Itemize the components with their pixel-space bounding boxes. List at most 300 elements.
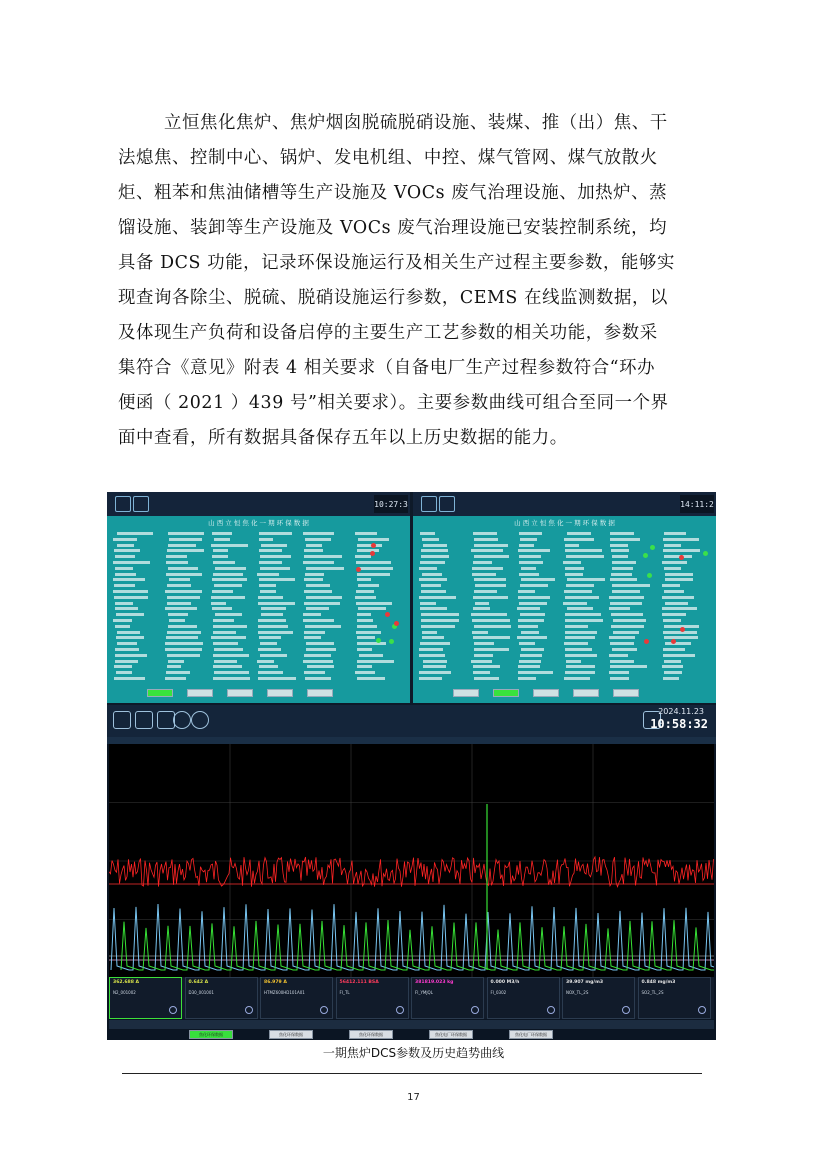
parameter-cell bbox=[421, 584, 440, 587]
parameter-cell bbox=[419, 578, 446, 581]
parameter-cell bbox=[303, 613, 321, 616]
panel-nav-button bbox=[267, 689, 293, 697]
parameter-cell bbox=[421, 625, 455, 628]
parameter-cell bbox=[260, 654, 286, 657]
trend-nav-button: 焦化环保数据 bbox=[349, 1030, 393, 1039]
legend-value: 56412.111 BSA bbox=[339, 980, 379, 985]
legend-item bbox=[487, 977, 560, 1019]
parameter-cell bbox=[610, 677, 629, 680]
status-indicator bbox=[370, 551, 375, 556]
parameter-cell bbox=[305, 677, 331, 680]
trend-legend bbox=[109, 977, 714, 1019]
parameter-cell bbox=[165, 590, 202, 593]
legend-item bbox=[411, 977, 484, 1019]
parameter-cell bbox=[663, 549, 700, 552]
parameter-cell bbox=[473, 636, 510, 639]
paragraph-line: 法熄焦、控制中心、锅炉、发电机组、中控、煤气管网、煤气放散火 bbox=[118, 148, 658, 168]
parameter-cell bbox=[165, 642, 203, 645]
parameter-cell bbox=[306, 584, 331, 587]
parameter-cell bbox=[565, 596, 598, 599]
parameter-cell bbox=[472, 573, 495, 576]
parameter-cell bbox=[521, 578, 556, 581]
parameter-cell bbox=[420, 642, 450, 645]
parameter-cell bbox=[212, 555, 227, 558]
parameter-cell bbox=[471, 660, 492, 663]
trash-icon bbox=[135, 711, 153, 729]
parameter-cell bbox=[258, 677, 295, 680]
legend-value: 0.642 A bbox=[188, 980, 209, 985]
parameter-cell bbox=[304, 671, 325, 674]
legend-item bbox=[562, 977, 635, 1019]
parameter-cell bbox=[662, 613, 686, 616]
parameter-cell bbox=[472, 619, 510, 622]
parameter-cell bbox=[214, 660, 237, 663]
parameter-cell bbox=[419, 648, 442, 651]
parameter-cell bbox=[474, 642, 494, 645]
parameter-cell bbox=[609, 596, 644, 599]
parameter-cell bbox=[167, 602, 191, 605]
parameter-cell bbox=[612, 590, 639, 593]
panel-nav-button bbox=[453, 689, 479, 697]
page-number: 17 bbox=[407, 1092, 420, 1103]
parameter-cell bbox=[116, 671, 132, 674]
parameter-cell bbox=[357, 625, 377, 628]
parameter-cell bbox=[613, 631, 639, 634]
panel-nav-button bbox=[613, 689, 639, 697]
parameter-cell bbox=[609, 671, 629, 674]
parameter-cell bbox=[664, 590, 684, 593]
trend-nav-button: 焦化电厂环保数据 bbox=[429, 1030, 473, 1039]
parameter-cell bbox=[213, 677, 250, 680]
parameter-cell bbox=[261, 607, 286, 610]
parameter-cell bbox=[663, 677, 679, 680]
parameter-cell bbox=[566, 555, 603, 558]
parameter-cell bbox=[115, 567, 133, 570]
parameter-cell bbox=[421, 555, 449, 558]
parameter-cell bbox=[258, 625, 289, 628]
parameter-cell bbox=[421, 613, 459, 616]
parameter-cell bbox=[517, 636, 546, 639]
parameter-cell bbox=[662, 596, 695, 599]
parameter-cell bbox=[422, 631, 437, 634]
legend-value: 362.688 A bbox=[113, 980, 140, 985]
parameter-cell bbox=[260, 555, 292, 558]
parameter-cell bbox=[258, 596, 283, 599]
parameter-cell bbox=[306, 648, 336, 651]
parameter-cell bbox=[471, 613, 507, 616]
parameter-cell bbox=[303, 561, 333, 564]
parameter-cell bbox=[565, 631, 597, 634]
parameter-cell bbox=[168, 544, 196, 547]
parameter-cell bbox=[113, 578, 144, 581]
parameter-cell bbox=[474, 654, 493, 657]
panel-title: 山 西 立 恒 焦 化 一 期 环 保 数 据 bbox=[208, 519, 309, 527]
legend-tag: FI_YMJQL bbox=[415, 990, 433, 995]
parameter-cell bbox=[115, 607, 137, 610]
parameter-cell bbox=[565, 636, 595, 639]
parameter-cell bbox=[303, 660, 333, 663]
parameter-cell bbox=[519, 561, 543, 564]
parameter-cell bbox=[520, 654, 542, 657]
parameter-cell bbox=[115, 573, 136, 576]
parameter-cell bbox=[609, 607, 630, 610]
parameter-cell bbox=[169, 578, 190, 581]
legend-tag: NOX_TL_2S bbox=[566, 990, 589, 995]
parameter-cell bbox=[420, 561, 446, 564]
forward-icon bbox=[191, 711, 209, 729]
parameter-cell bbox=[474, 538, 498, 541]
parameter-cell bbox=[304, 549, 322, 552]
parameter-cell bbox=[355, 596, 376, 599]
paragraph-line: 现查询各除尘、脱硫、脱硝设施运行参数，CEMS 在线监测数据，以 bbox=[118, 288, 668, 308]
parameter-cell bbox=[612, 567, 632, 570]
parameter-cell bbox=[662, 561, 687, 564]
parameter-cell bbox=[665, 642, 691, 645]
parameter-cell bbox=[419, 677, 441, 680]
parameter-cell bbox=[357, 665, 372, 668]
parameter-cell bbox=[257, 660, 274, 663]
panel-nav-button bbox=[573, 689, 599, 697]
parameter-cell bbox=[259, 549, 281, 552]
parameter-cell bbox=[518, 596, 550, 599]
parameter-cell bbox=[519, 642, 536, 645]
parameter-cell bbox=[663, 619, 681, 622]
paragraph-line: 馏设施、装卸等生产设施及 VOCs 废气治理设施已安装控制系统，均 bbox=[118, 218, 668, 238]
parameter-cell bbox=[519, 602, 547, 605]
parameter-cell bbox=[213, 665, 243, 668]
parameter-cell bbox=[610, 602, 642, 605]
parameter-cell bbox=[419, 654, 445, 657]
parameter-cell bbox=[259, 532, 292, 535]
legend-tag: D30_001001 bbox=[188, 990, 214, 995]
trend-nav-buttons bbox=[107, 1030, 716, 1040]
parameter-cell bbox=[114, 596, 148, 599]
menu-icon bbox=[113, 711, 131, 729]
legend-tag: SO2_TL_2S bbox=[641, 990, 664, 995]
parameter-cell bbox=[304, 631, 325, 634]
parameter-cell bbox=[355, 555, 371, 558]
parameter-cell bbox=[212, 578, 247, 581]
parameter-cell bbox=[166, 636, 199, 639]
parameter-cell bbox=[113, 538, 136, 541]
parameter-cell bbox=[665, 602, 688, 605]
legend-value: 0.848 mg/m3 bbox=[641, 980, 676, 985]
parameter-cell bbox=[304, 602, 340, 605]
parameter-cell bbox=[259, 584, 275, 587]
parameter-cell bbox=[114, 549, 140, 552]
parameter-cell bbox=[357, 648, 372, 651]
trend-menubar bbox=[107, 737, 716, 744]
parameter-cell bbox=[260, 642, 277, 645]
paragraph-line: 炬、粗苯和焦油储槽等生产设施及 VOCs 废气治理设施、加热炉、蒸 bbox=[118, 183, 668, 203]
parameter-cell bbox=[662, 584, 680, 587]
paragraph-line: 及体现生产负荷和设备启停的主要生产工艺参数的相关功能，参数采 bbox=[118, 323, 658, 343]
parameter-cell bbox=[610, 578, 637, 581]
parameter-cell bbox=[165, 648, 202, 651]
status-indicator bbox=[394, 621, 399, 626]
legend-item bbox=[185, 977, 258, 1019]
parameter-cell bbox=[612, 648, 637, 651]
parameter-cell bbox=[167, 665, 181, 668]
parameter-cell bbox=[520, 584, 547, 587]
parameter-cell bbox=[422, 573, 442, 576]
parameter-cell bbox=[419, 567, 437, 570]
parameter-cell bbox=[113, 590, 148, 593]
parameter-cell bbox=[664, 544, 681, 547]
parameter-cell bbox=[168, 613, 187, 616]
trend-nav-button: 焦化环保数据 bbox=[189, 1030, 233, 1039]
parameter-cell bbox=[117, 631, 140, 634]
parameter-cell bbox=[168, 567, 198, 570]
status-indicator bbox=[703, 551, 708, 556]
parameter-cell bbox=[357, 573, 391, 576]
legend-tag: FI_TL bbox=[339, 990, 350, 995]
parameter-cell bbox=[166, 573, 202, 576]
parameter-cell bbox=[474, 544, 508, 547]
parameter-cell bbox=[472, 567, 504, 570]
parameter-cell bbox=[115, 654, 148, 657]
parameter-cell bbox=[357, 642, 386, 645]
legend-status-icon bbox=[320, 1006, 328, 1014]
legend-value: 381819.023 kg bbox=[415, 980, 454, 985]
parameter-cell bbox=[474, 590, 497, 593]
legend-tag: HTMZ600HD101A01 bbox=[264, 990, 305, 995]
parameter-cell bbox=[259, 561, 282, 564]
legend-item bbox=[260, 977, 333, 1019]
parameter-cell bbox=[518, 665, 541, 668]
parameter-cell bbox=[422, 636, 445, 639]
legend-status-icon bbox=[547, 1006, 555, 1014]
trend-date: 2024.11.23 bbox=[658, 707, 704, 716]
parameter-cell bbox=[358, 567, 393, 570]
parameter-cell bbox=[474, 677, 499, 680]
status-indicator bbox=[371, 543, 376, 548]
parameter-cell bbox=[565, 573, 583, 576]
parameter-cell bbox=[115, 660, 138, 663]
parameter-cell bbox=[473, 532, 497, 535]
parameter-cell bbox=[566, 660, 580, 663]
panel-nav-button bbox=[147, 689, 173, 697]
parameter-cell bbox=[355, 532, 377, 535]
parameter-cell bbox=[212, 607, 232, 610]
dcs-panel-right bbox=[413, 492, 716, 703]
parameter-cell bbox=[423, 665, 447, 668]
parameter-cell bbox=[113, 619, 131, 622]
parameter-cell bbox=[473, 607, 490, 610]
footer-rule bbox=[122, 1073, 702, 1074]
parameter-cell bbox=[306, 596, 342, 599]
parameter-cell bbox=[211, 544, 248, 547]
parameter-cell bbox=[260, 567, 290, 570]
legend-status-icon bbox=[245, 1006, 253, 1014]
legend-status-icon bbox=[622, 1006, 630, 1014]
parameter-cell bbox=[567, 532, 591, 535]
trend-clock: 10:58:32 bbox=[650, 717, 708, 731]
status-indicator bbox=[385, 612, 390, 617]
status-indicator bbox=[389, 639, 394, 644]
parameter-cell bbox=[475, 602, 490, 605]
parameter-cell bbox=[213, 631, 236, 634]
panel-nav-button bbox=[187, 689, 213, 697]
parameter-cell bbox=[357, 613, 371, 616]
parameter-cell bbox=[612, 555, 628, 558]
parameter-cell bbox=[565, 619, 602, 622]
parameter-cell bbox=[475, 584, 506, 587]
parameter-cell bbox=[565, 648, 592, 651]
legend-item bbox=[109, 977, 182, 1019]
parameter-cell bbox=[473, 671, 491, 674]
parameter-cell bbox=[520, 613, 544, 616]
dcs-panel-left bbox=[107, 492, 410, 703]
parameter-cell bbox=[214, 538, 230, 541]
parameter-cell bbox=[165, 607, 197, 610]
parameter-cell bbox=[567, 607, 594, 610]
parameter-cell bbox=[517, 607, 540, 610]
parameter-cell bbox=[259, 636, 281, 639]
parameter-cell bbox=[613, 619, 646, 622]
parameter-cell bbox=[115, 602, 133, 605]
parameter-cell bbox=[564, 538, 594, 541]
status-indicator bbox=[644, 639, 649, 644]
parameter-cell bbox=[117, 642, 138, 645]
parameter-cell bbox=[167, 596, 201, 599]
status-indicator bbox=[679, 555, 684, 560]
legend-value: 0.000 M3/h bbox=[490, 980, 520, 985]
status-indicator bbox=[650, 545, 655, 550]
parameter-cell bbox=[357, 677, 386, 680]
trend-plot bbox=[109, 744, 714, 978]
parameter-cell bbox=[167, 549, 204, 552]
menu-icon bbox=[421, 496, 437, 512]
parameter-cell bbox=[564, 642, 588, 645]
parameter-cell bbox=[306, 642, 334, 645]
parameter-cell bbox=[166, 671, 191, 674]
parameter-cell bbox=[115, 555, 135, 558]
parameter-cell bbox=[214, 584, 242, 587]
status-indicator bbox=[356, 567, 361, 572]
parameter-cell bbox=[357, 619, 374, 622]
parameter-cell bbox=[357, 660, 394, 663]
parameter-cell bbox=[518, 619, 544, 622]
parameter-cell bbox=[212, 532, 232, 535]
parameter-cell bbox=[518, 590, 535, 593]
parameter-cell bbox=[258, 631, 293, 634]
parameter-cell bbox=[610, 532, 634, 535]
parameter-cell bbox=[663, 654, 695, 657]
panel-toolbar bbox=[107, 492, 410, 516]
panel-clock: 14:11:2 bbox=[680, 495, 714, 513]
paragraph-line: 集符合《意见》附表 4 相关要求（自备电厂生产过程参数符合“环办 bbox=[118, 358, 656, 378]
parameter-cell bbox=[358, 584, 379, 587]
parameter-cell bbox=[215, 567, 246, 570]
paragraph-line: 便函（ 2021 ）439 号”相关要求）。主要参数曲线可组合至同一个界 bbox=[118, 393, 669, 413]
paragraph-line: 立恒焦化焦炉、焦炉烟囱脱硫脱硝设施、装煤、推（出）焦、干 bbox=[164, 113, 668, 133]
legend-status-icon bbox=[169, 1006, 177, 1014]
parameter-cell bbox=[662, 607, 698, 610]
parameter-cell bbox=[211, 636, 245, 639]
parameter-cell bbox=[168, 625, 198, 628]
parameter-cell bbox=[169, 619, 186, 622]
parameter-cell bbox=[611, 625, 644, 628]
parameter-cell bbox=[304, 590, 332, 593]
parameter-cell bbox=[611, 573, 631, 576]
parameter-cell bbox=[303, 619, 333, 622]
parameter-cell bbox=[518, 677, 536, 680]
parameter-cell bbox=[258, 648, 281, 651]
parameter-cell bbox=[420, 607, 447, 610]
parameter-cell bbox=[356, 590, 375, 593]
parameter-cell bbox=[665, 573, 693, 576]
parameter-cell bbox=[474, 648, 509, 651]
parameter-cell bbox=[213, 573, 244, 576]
parameter-cell bbox=[211, 602, 225, 605]
parameter-cell bbox=[166, 555, 187, 558]
legend-item bbox=[638, 977, 711, 1019]
parameter-cell bbox=[303, 532, 334, 535]
parameter-cell bbox=[519, 660, 540, 663]
parameter-cell bbox=[564, 677, 590, 680]
legend-status-icon bbox=[471, 1006, 479, 1014]
parameter-cell bbox=[169, 538, 202, 541]
parameter-cell bbox=[212, 590, 233, 593]
panel-nav-button bbox=[493, 689, 519, 697]
parameter-cell bbox=[304, 555, 342, 558]
parameter-cell bbox=[473, 561, 492, 564]
parameter-cell bbox=[167, 584, 190, 587]
panel-nav-button bbox=[227, 689, 253, 697]
parameter-cell bbox=[356, 602, 392, 605]
parameter-cell bbox=[473, 596, 509, 599]
parameter-cell bbox=[565, 544, 579, 547]
legend-tag: FI_0302 bbox=[490, 990, 507, 995]
parameter-cell bbox=[611, 613, 643, 616]
status-indicator bbox=[647, 573, 652, 578]
parameter-cell bbox=[420, 532, 434, 535]
parameter-cell bbox=[518, 671, 553, 674]
parameter-cell bbox=[520, 538, 536, 541]
panel-clock: 10:27:3 bbox=[374, 495, 408, 513]
parameter-cell bbox=[307, 665, 334, 668]
status-indicator bbox=[643, 553, 648, 558]
panel-nav-button bbox=[533, 689, 559, 697]
parameter-cell bbox=[663, 648, 686, 651]
parameter-cell bbox=[306, 607, 329, 610]
panel-title: 山 西 立 恒 焦 化 一 期 环 保 数 据 bbox=[514, 519, 615, 527]
parameter-cell bbox=[518, 549, 551, 552]
parameter-cell bbox=[114, 665, 132, 668]
parameter-cell bbox=[304, 636, 321, 639]
parameter-cell bbox=[664, 636, 698, 639]
parameter-cell bbox=[165, 677, 186, 680]
parameter-cell bbox=[566, 584, 594, 587]
panel-nav-button bbox=[307, 689, 333, 697]
parameter-cell bbox=[357, 636, 375, 639]
parameter-cell bbox=[565, 671, 595, 674]
parameter-cell bbox=[115, 648, 140, 651]
parameter-cell bbox=[115, 625, 130, 628]
menu-icon bbox=[115, 496, 131, 512]
parameter-cell bbox=[474, 625, 511, 628]
parameter-cell bbox=[259, 665, 278, 668]
parameter-cell bbox=[521, 631, 539, 634]
parameter-cell bbox=[260, 590, 277, 593]
parameter-cell bbox=[259, 538, 274, 541]
parameter-cell bbox=[358, 538, 389, 541]
parameter-cell bbox=[305, 573, 324, 576]
parameter-cell bbox=[258, 619, 287, 622]
parameter-cell bbox=[423, 544, 447, 547]
back-icon bbox=[173, 711, 191, 729]
